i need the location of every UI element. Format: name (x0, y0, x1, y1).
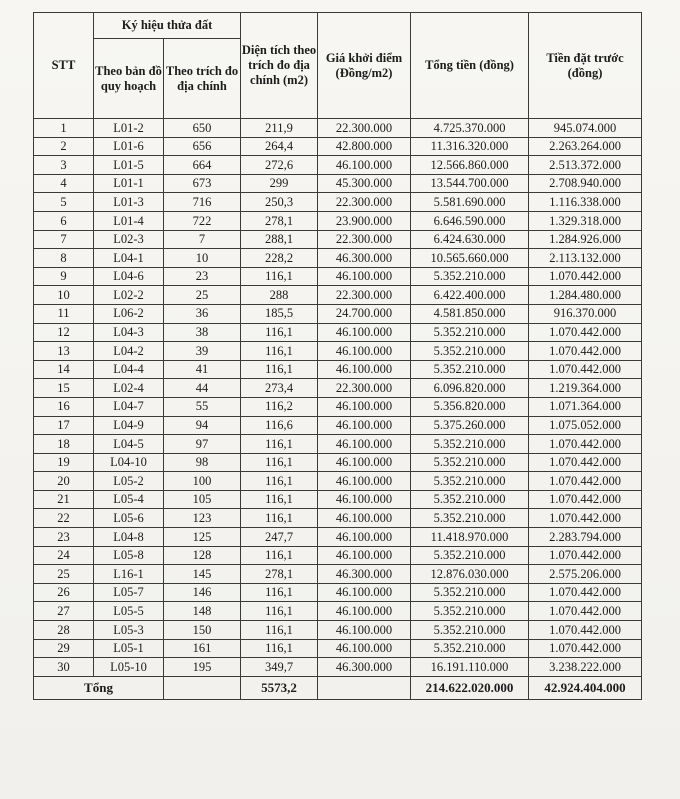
row-trich-do: 125 (164, 528, 241, 547)
row-trich-do: 128 (164, 546, 241, 565)
row-tong-tien: 5.352.210.000 (411, 602, 529, 621)
row-trich-do: 94 (164, 416, 241, 435)
row-tong-tien: 6.424.630.000 (411, 230, 529, 249)
row-stt: 21 (34, 490, 94, 509)
row-tong-tien: 11.316.320.000 (411, 137, 529, 156)
row-gia-khoi-diem: 23.900.000 (318, 211, 411, 230)
row-tien-dat-truoc: 1.284.926.000 (529, 230, 642, 249)
row-tien-dat-truoc: 1.070.442.000 (529, 583, 642, 602)
row-tien-dat-truoc: 1.070.442.000 (529, 621, 642, 640)
row-tien-dat-truoc: 1.070.442.000 (529, 509, 642, 528)
row-stt: 5 (34, 193, 94, 212)
row-gia-khoi-diem: 46.300.000 (318, 565, 411, 584)
row-trich-do: 722 (164, 211, 241, 230)
table-row (34, 174, 642, 193)
row-ban-do: L02-2 (94, 286, 164, 305)
row-stt: 19 (34, 453, 94, 472)
row-ban-do: L05-1 (94, 639, 164, 658)
row-tien-dat-truoc: 3.238.222.000 (529, 658, 642, 677)
table-row (34, 286, 642, 305)
row-ban-do: L04-3 (94, 323, 164, 342)
row-tien-dat-truoc: 1.070.442.000 (529, 453, 642, 472)
row-dien-tich: 185,5 (241, 304, 318, 323)
row-dien-tich: 116,1 (241, 509, 318, 528)
row-gia-khoi-diem: 46.100.000 (318, 435, 411, 454)
row-tien-dat-truoc: 2.575.206.000 (529, 565, 642, 584)
row-gia-khoi-diem: 46.100.000 (318, 342, 411, 361)
row-stt: 1 (34, 119, 94, 138)
row-trich-do: 7 (164, 230, 241, 249)
row-tien-dat-truoc: 1.070.442.000 (529, 323, 642, 342)
header-dien-tich: Diện tích theo trích đo địa chính (m2) (241, 13, 318, 119)
row-trich-do: 41 (164, 360, 241, 379)
row-tong-tien: 16.191.110.000 (411, 658, 529, 677)
row-trich-do: 716 (164, 193, 241, 212)
row-trich-do: 10 (164, 249, 241, 268)
table-row (34, 156, 642, 175)
row-tong-tien: 5.352.210.000 (411, 323, 529, 342)
table-row (34, 230, 642, 249)
row-gia-khoi-diem: 22.300.000 (318, 379, 411, 398)
row-stt: 6 (34, 211, 94, 230)
table-row (34, 119, 642, 138)
row-stt: 26 (34, 583, 94, 602)
row-dien-tich: 228,2 (241, 249, 318, 268)
row-trich-do: 161 (164, 639, 241, 658)
row-ban-do: L05-4 (94, 490, 164, 509)
row-trich-do: 105 (164, 490, 241, 509)
row-tong-tien: 6.646.590.000 (411, 211, 529, 230)
row-tong-tien: 6.422.400.000 (411, 286, 529, 305)
row-tong-tien: 5.352.210.000 (411, 453, 529, 472)
row-stt: 23 (34, 528, 94, 547)
table-body (34, 119, 642, 677)
row-dien-tich: 278,1 (241, 565, 318, 584)
row-tong-tien: 10.565.660.000 (411, 249, 529, 268)
row-ban-do: L04-1 (94, 249, 164, 268)
row-dien-tich: 116,1 (241, 621, 318, 640)
row-dien-tich: 116,1 (241, 546, 318, 565)
row-gia-khoi-diem: 22.300.000 (318, 119, 411, 138)
row-ban-do: L02-3 (94, 230, 164, 249)
table-row (34, 360, 642, 379)
table-row (34, 565, 642, 584)
table-row (34, 583, 642, 602)
row-tong-tien: 5.352.210.000 (411, 472, 529, 491)
row-gia-khoi-diem: 46.100.000 (318, 323, 411, 342)
row-tien-dat-truoc: 1.219.364.000 (529, 379, 642, 398)
row-gia-khoi-diem: 46.100.000 (318, 397, 411, 416)
table-row (34, 137, 642, 156)
row-dien-tich: 211,9 (241, 119, 318, 138)
row-gia-khoi-diem: 46.100.000 (318, 528, 411, 547)
row-dien-tich: 116,1 (241, 583, 318, 602)
row-tong-tien: 5.352.210.000 (411, 639, 529, 658)
row-tong-tien: 5.375.260.000 (411, 416, 529, 435)
row-trich-do: 195 (164, 658, 241, 677)
row-tong-tien: 11.418.970.000 (411, 528, 529, 547)
table-row (34, 193, 642, 212)
row-ban-do: L04-10 (94, 453, 164, 472)
row-tong-tien: 5.581.690.000 (411, 193, 529, 212)
total-empty-price (318, 676, 411, 699)
row-dien-tich: 264,4 (241, 137, 318, 156)
row-trich-do: 673 (164, 174, 241, 193)
row-stt: 17 (34, 416, 94, 435)
row-stt: 22 (34, 509, 94, 528)
row-dien-tich: 116,2 (241, 397, 318, 416)
row-dien-tich: 349,7 (241, 658, 318, 677)
total-row (34, 676, 642, 699)
total-label: Tổng (34, 676, 164, 699)
row-ban-do: L04-2 (94, 342, 164, 361)
row-stt: 3 (34, 156, 94, 175)
row-ban-do: L01-6 (94, 137, 164, 156)
row-tien-dat-truoc: 1.284.480.000 (529, 286, 642, 305)
row-tien-dat-truoc: 2.283.794.000 (529, 528, 642, 547)
row-trich-do: 145 (164, 565, 241, 584)
header-tong-tien: Tổng tiền (đồng) (411, 13, 529, 119)
total-empty-cell (164, 676, 241, 699)
row-trich-do: 664 (164, 156, 241, 175)
row-dien-tich: 288 (241, 286, 318, 305)
row-ban-do: L04-5 (94, 435, 164, 454)
table-row (34, 528, 642, 547)
row-tien-dat-truoc: 916.370.000 (529, 304, 642, 323)
row-tong-tien: 5.352.210.000 (411, 490, 529, 509)
row-ban-do: L05-10 (94, 658, 164, 677)
row-tong-tien: 5.352.210.000 (411, 342, 529, 361)
row-tong-tien: 13.544.700.000 (411, 174, 529, 193)
row-ban-do: L06-2 (94, 304, 164, 323)
row-tien-dat-truoc: 945.074.000 (529, 119, 642, 138)
table-row (34, 379, 642, 398)
row-tong-tien: 12.566.860.000 (411, 156, 529, 175)
header-ky-hieu: Ký hiệu thửa đất (94, 13, 241, 39)
row-dien-tich: 278,1 (241, 211, 318, 230)
row-ban-do: L05-2 (94, 472, 164, 491)
row-tong-tien: 12.876.030.000 (411, 565, 529, 584)
row-dien-tich: 116,1 (241, 342, 318, 361)
row-stt: 15 (34, 379, 94, 398)
row-tong-tien: 5.352.210.000 (411, 360, 529, 379)
row-ban-do: L05-8 (94, 546, 164, 565)
row-tong-tien: 5.352.210.000 (411, 583, 529, 602)
table-row (34, 639, 642, 658)
row-dien-tich: 116,1 (241, 639, 318, 658)
row-gia-khoi-diem: 22.300.000 (318, 230, 411, 249)
row-stt: 25 (34, 565, 94, 584)
row-gia-khoi-diem: 46.100.000 (318, 490, 411, 509)
row-ban-do: L05-6 (94, 509, 164, 528)
row-gia-khoi-diem: 22.300.000 (318, 286, 411, 305)
table-row (34, 509, 642, 528)
row-stt: 9 (34, 267, 94, 286)
row-gia-khoi-diem: 46.100.000 (318, 583, 411, 602)
row-stt: 11 (34, 304, 94, 323)
row-dien-tich: 116,1 (241, 267, 318, 286)
row-stt: 29 (34, 639, 94, 658)
row-stt: 12 (34, 323, 94, 342)
row-gia-khoi-diem: 46.300.000 (318, 249, 411, 268)
row-gia-khoi-diem: 46.100.000 (318, 267, 411, 286)
table-row (34, 304, 642, 323)
header-theo-trich-do: Theo trích đo địa chính (164, 39, 241, 119)
row-gia-khoi-diem: 46.100.000 (318, 472, 411, 491)
table-row (34, 323, 642, 342)
row-tien-dat-truoc: 1.075.052.000 (529, 416, 642, 435)
row-gia-khoi-diem: 46.100.000 (318, 156, 411, 175)
row-tien-dat-truoc: 1.071.364.000 (529, 397, 642, 416)
row-trich-do: 36 (164, 304, 241, 323)
row-stt: 8 (34, 249, 94, 268)
table-row (34, 416, 642, 435)
row-gia-khoi-diem: 46.100.000 (318, 360, 411, 379)
row-tien-dat-truoc: 2.513.372.000 (529, 156, 642, 175)
row-tien-dat-truoc: 1.329.318.000 (529, 211, 642, 230)
row-gia-khoi-diem: 46.100.000 (318, 546, 411, 565)
row-tien-dat-truoc: 1.070.442.000 (529, 342, 642, 361)
row-gia-khoi-diem: 46.300.000 (318, 658, 411, 677)
row-trich-do: 55 (164, 397, 241, 416)
total-dien-tich: 5573,2 (241, 676, 318, 699)
row-dien-tich: 116,1 (241, 453, 318, 472)
row-gia-khoi-diem: 22.300.000 (318, 193, 411, 212)
row-ban-do: L01-1 (94, 174, 164, 193)
table-row (34, 435, 642, 454)
row-stt: 27 (34, 602, 94, 621)
row-stt: 28 (34, 621, 94, 640)
row-trich-do: 44 (164, 379, 241, 398)
row-tien-dat-truoc: 1.116.338.000 (529, 193, 642, 212)
row-ban-do: L04-6 (94, 267, 164, 286)
row-ban-do: L05-7 (94, 583, 164, 602)
row-stt: 14 (34, 360, 94, 379)
row-gia-khoi-diem: 46.100.000 (318, 639, 411, 658)
row-tien-dat-truoc: 1.070.442.000 (529, 435, 642, 454)
row-stt: 30 (34, 658, 94, 677)
row-gia-khoi-diem: 24.700.000 (318, 304, 411, 323)
row-ban-do: L05-3 (94, 621, 164, 640)
row-ban-do: L02-4 (94, 379, 164, 398)
row-ban-do: L05-5 (94, 602, 164, 621)
row-stt: 2 (34, 137, 94, 156)
table-row (34, 658, 642, 677)
row-dien-tich: 116,1 (241, 435, 318, 454)
row-stt: 16 (34, 397, 94, 416)
table-row (34, 211, 642, 230)
row-dien-tich: 299 (241, 174, 318, 193)
row-gia-khoi-diem: 46.100.000 (318, 509, 411, 528)
row-gia-khoi-diem: 45.300.000 (318, 174, 411, 193)
row-trich-do: 39 (164, 342, 241, 361)
table-row (34, 453, 642, 472)
row-dien-tich: 116,1 (241, 323, 318, 342)
row-tien-dat-truoc: 1.070.442.000 (529, 602, 642, 621)
table-row (34, 546, 642, 565)
row-dien-tich: 116,1 (241, 472, 318, 491)
header-stt: STT (34, 13, 94, 119)
table-row (34, 472, 642, 491)
row-gia-khoi-diem: 46.100.000 (318, 416, 411, 435)
row-tien-dat-truoc: 1.070.442.000 (529, 490, 642, 509)
row-tien-dat-truoc: 1.070.442.000 (529, 472, 642, 491)
table-row (34, 249, 642, 268)
row-tien-dat-truoc: 2.113.132.000 (529, 249, 642, 268)
row-tong-tien: 5.356.820.000 (411, 397, 529, 416)
row-trich-do: 146 (164, 583, 241, 602)
row-dien-tich: 116,1 (241, 602, 318, 621)
row-ban-do: L01-2 (94, 119, 164, 138)
row-tien-dat-truoc: 1.070.442.000 (529, 639, 642, 658)
row-tong-tien: 5.352.210.000 (411, 267, 529, 286)
row-trich-do: 97 (164, 435, 241, 454)
row-gia-khoi-diem: 46.100.000 (318, 453, 411, 472)
row-ban-do: L01-4 (94, 211, 164, 230)
table-row (34, 621, 642, 640)
row-tien-dat-truoc: 2.708.940.000 (529, 174, 642, 193)
row-dien-tich: 116,1 (241, 360, 318, 379)
row-tong-tien: 5.352.210.000 (411, 546, 529, 565)
header-tien-dat-truoc: Tiền đặt trước (đồng) (529, 13, 642, 119)
row-trich-do: 98 (164, 453, 241, 472)
land-plot-table (33, 12, 642, 700)
table-row (34, 602, 642, 621)
row-ban-do: L16-1 (94, 565, 164, 584)
row-dien-tich: 250,3 (241, 193, 318, 212)
row-trich-do: 148 (164, 602, 241, 621)
row-dien-tich: 272,6 (241, 156, 318, 175)
row-gia-khoi-diem: 46.100.000 (318, 602, 411, 621)
row-trich-do: 100 (164, 472, 241, 491)
row-ban-do: L04-9 (94, 416, 164, 435)
row-dien-tich: 273,4 (241, 379, 318, 398)
row-tong-tien: 5.352.210.000 (411, 621, 529, 640)
row-tien-dat-truoc: 1.070.442.000 (529, 360, 642, 379)
row-gia-khoi-diem: 46.100.000 (318, 621, 411, 640)
row-ban-do: L01-5 (94, 156, 164, 175)
row-tong-tien: 4.725.370.000 (411, 119, 529, 138)
row-stt: 10 (34, 286, 94, 305)
table-row (34, 397, 642, 416)
row-stt: 4 (34, 174, 94, 193)
row-tong-tien: 5.352.210.000 (411, 509, 529, 528)
row-trich-do: 25 (164, 286, 241, 305)
row-ban-do: L04-8 (94, 528, 164, 547)
row-ban-do: L04-4 (94, 360, 164, 379)
row-tong-tien: 6.096.820.000 (411, 379, 529, 398)
row-trich-do: 23 (164, 267, 241, 286)
row-stt: 24 (34, 546, 94, 565)
row-trich-do: 123 (164, 509, 241, 528)
row-stt: 13 (34, 342, 94, 361)
header-theo-ban-do: Theo bản đồ quy hoạch (94, 39, 164, 119)
row-tong-tien: 4.581.850.000 (411, 304, 529, 323)
row-dien-tich: 116,1 (241, 490, 318, 509)
row-tong-tien: 5.352.210.000 (411, 435, 529, 454)
row-dien-tich: 116,6 (241, 416, 318, 435)
table-row (34, 342, 642, 361)
row-ban-do: L04-7 (94, 397, 164, 416)
table-row (34, 267, 642, 286)
row-tien-dat-truoc: 1.070.442.000 (529, 267, 642, 286)
total-tong-tien: 214.622.020.000 (411, 676, 529, 699)
row-trich-do: 650 (164, 119, 241, 138)
row-ban-do: L01-3 (94, 193, 164, 212)
row-trich-do: 656 (164, 137, 241, 156)
row-stt: 20 (34, 472, 94, 491)
row-tien-dat-truoc: 1.070.442.000 (529, 546, 642, 565)
row-stt: 18 (34, 435, 94, 454)
row-dien-tich: 247,7 (241, 528, 318, 547)
row-gia-khoi-diem: 42.800.000 (318, 137, 411, 156)
header-gia-khoi-diem: Giá khởi điểm (Đồng/m2) (318, 13, 411, 119)
row-stt: 7 (34, 230, 94, 249)
row-dien-tich: 288,1 (241, 230, 318, 249)
row-trich-do: 38 (164, 323, 241, 342)
total-tien-dat-truoc: 42.924.404.000 (529, 676, 642, 699)
table-row (34, 490, 642, 509)
row-tien-dat-truoc: 2.263.264.000 (529, 137, 642, 156)
row-trich-do: 150 (164, 621, 241, 640)
